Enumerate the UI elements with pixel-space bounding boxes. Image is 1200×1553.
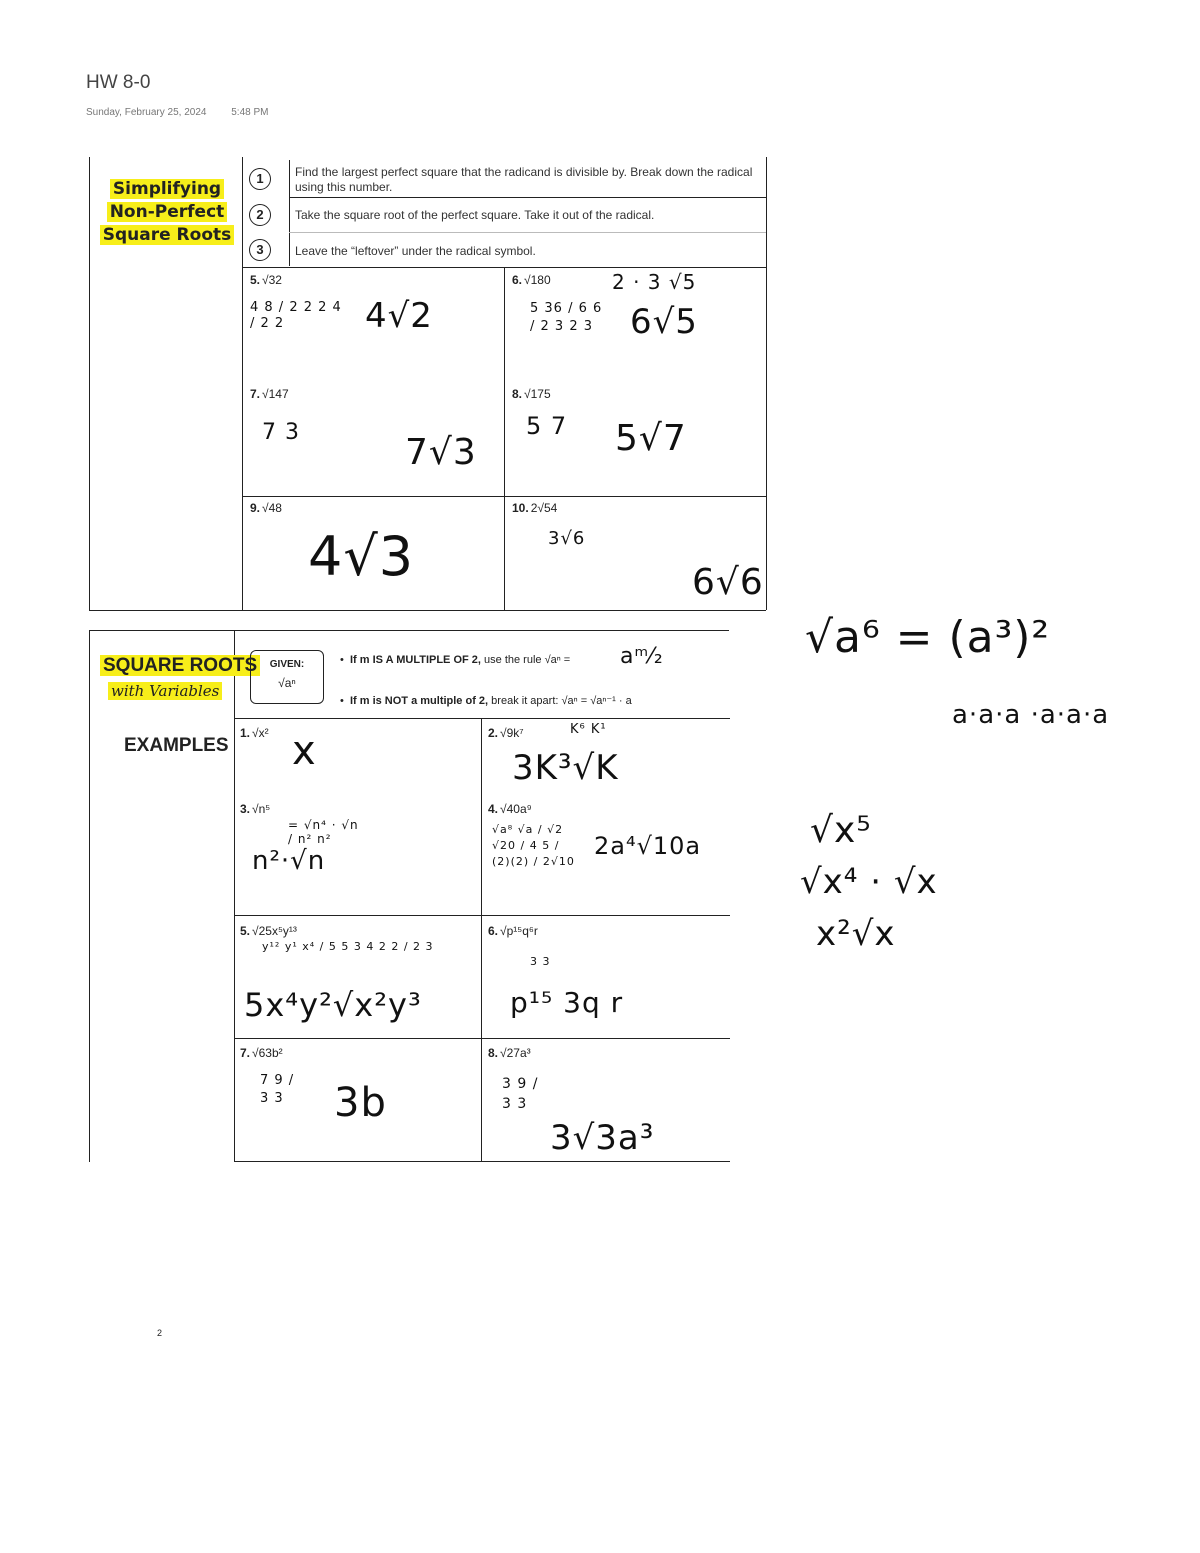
problem-8-work: 5 7 — [526, 412, 568, 440]
example-2-work: K⁶ K¹ — [570, 722, 607, 737]
problem-7-prompt — [250, 387, 289, 401]
problem-expression: √25x⁵y¹³ — [252, 924, 297, 938]
problem-expression: √175 — [524, 387, 551, 401]
section2-bottom — [234, 1161, 730, 1162]
section1-right-border — [766, 157, 767, 610]
example-6-prompt — [488, 924, 538, 938]
example-5-work: y¹² y¹ x⁴ / 5 5 3 4 2 2 / 2 3 — [262, 940, 434, 953]
step-2-text: Take the square root of the perfect square. Take it out of the radical. — [295, 208, 655, 222]
example-4-work: √a⁸ √a / √2 √20 / 4 5 / (2)(2) / 2√10 — [492, 823, 575, 868]
example-7-work: 7 9 / 3 3 — [260, 1073, 295, 1106]
example-6-answer: p¹⁵ 3q r — [510, 986, 624, 1019]
problem-label: 8. — [488, 1046, 499, 1060]
problem-10-work: 3√6 — [548, 528, 586, 549]
example-7-prompt — [240, 1046, 283, 1060]
heading-line-2: Non-Perfect — [107, 202, 228, 222]
rule-2-text: break it apart: √aⁿ = √aⁿ⁻¹ · a — [491, 695, 632, 707]
example-1-prompt — [240, 726, 269, 740]
example-8-prompt — [488, 1046, 531, 1060]
problems-mid-divider — [504, 267, 505, 610]
section2-left-border — [89, 630, 90, 1162]
problem-7-answer: 7√3 — [405, 432, 477, 473]
steps-divider — [289, 160, 290, 266]
example-7-answer: 3b — [334, 1080, 387, 1126]
problem-5-prompt — [250, 273, 282, 287]
problem-5-work: 4 8 / 2 2 2 4 / 2 2 — [250, 300, 342, 331]
example-3-work: = √n⁴ · √n / n² n² — [288, 818, 359, 846]
rules-bottom — [234, 718, 730, 719]
problem-expression: √63b² — [252, 1046, 283, 1060]
problem-label: 1. — [240, 726, 251, 740]
example-3-answer: n²·√n — [252, 846, 326, 876]
margin-note-1: √a⁶ = (a³)² — [805, 612, 1051, 663]
rule-2: • If m is NOT a multiple of 2, break it apart: √aⁿ = √aⁿ⁻¹ · a — [340, 695, 632, 707]
step-sep-1 — [289, 197, 766, 198]
problem-expression: √147 — [262, 387, 289, 401]
step-sep-2 — [289, 232, 766, 233]
problem-label: 2. — [488, 726, 499, 740]
example-8-answer: 3√3a³ — [550, 1118, 655, 1158]
problem-label: 7. — [240, 1046, 251, 1060]
margin-note-2: a·a·a ·a·a·a — [952, 700, 1110, 730]
problem-expression: √n⁵ — [252, 802, 271, 816]
rule-1-condition: If m IS A MULTIPLE OF 2, — [349, 654, 481, 666]
section1-bottom — [89, 610, 766, 611]
problem-7-work: 7 3 — [262, 420, 300, 445]
row-sep-1 — [234, 915, 730, 916]
problem-8-prompt — [512, 387, 551, 401]
rule-1-text: use the rule √aⁿ = — [484, 654, 571, 666]
section1-left-border — [89, 157, 90, 610]
problem-9-prompt — [250, 501, 282, 515]
problem-label: 7. — [250, 387, 261, 401]
example-4-prompt — [488, 802, 532, 816]
section2-heading — [100, 655, 260, 677]
problem-label: 9. — [250, 501, 261, 515]
given-label: GIVEN: — [269, 659, 305, 670]
page-title: HW 8-0 — [86, 72, 151, 93]
problem-label: 3. — [240, 802, 251, 816]
problem-label: 6. — [512, 273, 523, 287]
given-expression: √aⁿ — [278, 676, 296, 690]
page-time: 5:48 PM — [231, 107, 269, 118]
example-8-work: 3 9 / 3 3 — [502, 1076, 539, 1112]
rule-1-handwritten: aᵐ⁄₂ — [620, 644, 664, 669]
section2-top — [89, 630, 729, 631]
problem-expression: √9k⁷ — [500, 726, 524, 740]
problem-label: 10. — [512, 501, 529, 515]
problem-expression: √40a⁹ — [500, 802, 532, 816]
given-box — [250, 650, 324, 704]
problem-expression: 2√54 — [530, 501, 558, 515]
row-sep-2 — [234, 1038, 730, 1039]
problem-6-note: 2 · 3 √5 — [612, 270, 697, 294]
problem-6-work: 5 36 / 6 6 / 2 3 2 3 — [530, 301, 603, 334]
heading-square-roots: SQUARE ROOTS — [100, 655, 260, 676]
problem-label: 4. — [488, 802, 499, 816]
step-1-number: 1 — [249, 168, 271, 190]
heading-line-3: Square Roots — [100, 225, 235, 245]
step-2-number: 2 — [249, 204, 271, 226]
examples-label: EXAMPLES — [124, 735, 229, 756]
example-4-answer: 2a⁴√10a — [594, 832, 702, 860]
example-3-prompt — [240, 802, 270, 816]
section2-mid-divider — [481, 718, 482, 1162]
margin-note-5: x²√x — [816, 914, 896, 954]
step-3-text: Leave the “leftover” under the radical symbol. — [295, 244, 536, 258]
problem-8-answer: 5√7 — [615, 418, 687, 459]
section2-divider — [234, 630, 235, 1162]
problem-10-answer: 6√6 — [692, 562, 764, 603]
example-2-prompt — [488, 726, 524, 740]
rule-1: • If m IS A MULTIPLE OF 2, use the rule √aⁿ = — [340, 654, 571, 666]
example-2-answer: 3K³√K — [512, 748, 619, 788]
example-6-work: 3 3 — [530, 955, 551, 968]
example-5-answer: 5x⁴y²√x²y³ — [244, 986, 422, 1024]
problem-expression: √32 — [262, 273, 282, 287]
problem-label: 8. — [512, 387, 523, 401]
problem-10-prompt — [512, 501, 557, 515]
section1-divider — [242, 157, 243, 610]
margin-note-4: √x⁴ · √x — [800, 862, 938, 902]
example-1-answer: x — [292, 728, 317, 774]
problem-5-answer: 4√2 — [365, 296, 433, 336]
example-5-prompt — [240, 924, 297, 938]
step-3-number: 3 — [249, 239, 271, 261]
heading-line-1: Simplifying — [110, 179, 224, 199]
problem-label: 5. — [240, 924, 251, 938]
problem-label: 5. — [250, 273, 261, 287]
problems-row-sep — [242, 496, 766, 497]
page-date: Sunday, February 25, 2024 — [86, 107, 207, 118]
section2-subheading — [108, 682, 222, 700]
problem-expression: √x² — [252, 726, 269, 740]
section1-heading — [96, 178, 238, 247]
problem-expression: √p¹⁵q⁶r — [500, 924, 538, 938]
steps-bottom — [242, 267, 766, 268]
step-1-text: Find the largest perfect square that the radicand is divisible by. Break down the radical using this number. — [295, 165, 753, 194]
heading-with-variables: with Variables — [108, 682, 222, 700]
problem-expression: √48 — [262, 501, 282, 515]
problem-9-answer: 4√3 — [308, 525, 415, 588]
margin-note-3: √x⁵ — [810, 810, 872, 851]
problem-expression: √180 — [524, 273, 551, 287]
problem-label: 6. — [488, 924, 499, 938]
problem-6-prompt — [512, 273, 551, 287]
page-number: 2 — [157, 1328, 163, 1338]
problem-expression: √27a³ — [500, 1046, 531, 1060]
rule-2-condition: If m is NOT a multiple of 2, — [349, 695, 489, 707]
page-timestamp — [86, 107, 290, 118]
problem-6-answer: 6√5 — [630, 302, 698, 342]
